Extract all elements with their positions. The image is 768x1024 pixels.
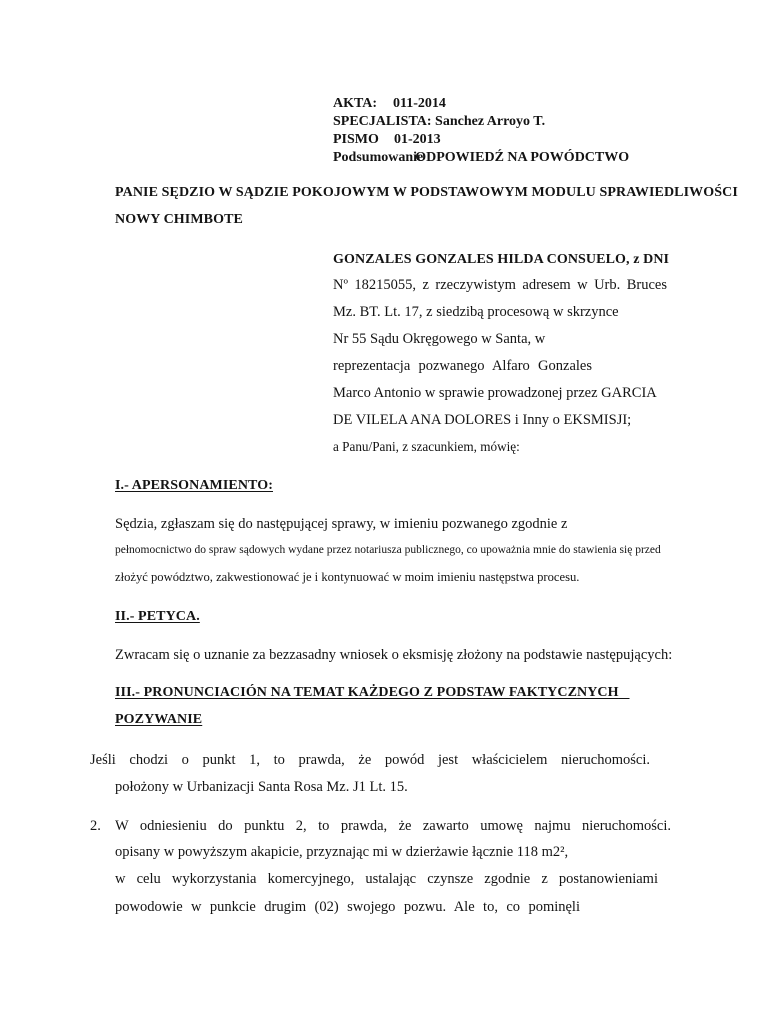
section-heading-facts-cont: POZYWANIE [115, 712, 203, 727]
party-name: GONZALES GONZALES HILDA CONSUELO, z DNI [333, 252, 670, 267]
section-heading-facts: III.- PRONUNCIACIÓN NA TEMAT KAŻDEGO Z PODSTAW FAKTYCZNYCH [115, 685, 619, 700]
party-detail-line: reprezentacja pozwanego Alfaro Gonzales [333, 358, 592, 374]
paragraph-line: pełnomocnictwo do spraw sądowych wydane przez notariusza publicznego, co upoważnia mnie do stawienia się przed [115, 544, 661, 556]
case-file-label: AKTA: [333, 96, 378, 111]
fact-item-line: opisany w powyższym akapicie, przyznając mi w dzierżawie łącznie 118 m2², [115, 844, 569, 860]
paragraph-line: Sędzia, zgłaszam się do następującej sprawy, w imieniu pozwanego zgodnie z [115, 516, 568, 532]
party-detail-line: Nº 18215055, z rzeczywistym adresem w Urb. Bruces [333, 277, 667, 293]
party-detail-line: Mz. BT. Lt. 17, z siedzibą procesową w skrzynce [333, 304, 619, 320]
party-detail-line: Marco Antonio w sprawie prowadzonej przez GARCIA [333, 385, 657, 401]
summary-label: Podsumowanie [333, 150, 424, 165]
document-number: 01-2013 [394, 132, 441, 147]
paragraph-line: Zwracam się o uznanie za bezzasadny wniosek o eksmisję złożony na podstawie następujących: [115, 647, 673, 663]
fact-item-line: położony w Urbanizacji Santa Rosa Mz. J1 Lt. 15. [115, 779, 408, 795]
summary-value: ODPOWIEDŹ NA POWÓDCTWO [415, 150, 630, 165]
party-greeting-line: a Panu/Pani, z szacunkiem, mówię: [333, 439, 520, 454]
list-marker: 2. [90, 818, 101, 834]
fact-item-line: w celu wykorzystania komercyjnego, ustalając czynsze zgodnie z postanowieniami [115, 871, 658, 887]
section-heading-appearance: I.- APERSONAMIENTO: [115, 478, 273, 493]
document-type-label: PISMO [333, 132, 379, 147]
paragraph-line: złożyć powództwo, zakwestionować je i kontynuować w moim imieniu następstwa procesu. [115, 570, 580, 584]
fact-item-line: powodowie w punkcie drugim (02) swojego pozwu. Ale to, co pominęli [115, 899, 580, 915]
court-city-line: NOWY CHIMBOTE [115, 212, 243, 227]
summary-line [333, 150, 629, 166]
fact-item-line: W odniesieniu do punktu 2, to prawda, że zawarto umowę najmu nieruchomości. [115, 818, 671, 834]
court-addressee-line: PANIE SĘDZIO W SĄDZIE POKOJOWYM W PODSTAWOWYM MODULU SPRAWIEDLIWOŚCI [115, 185, 738, 200]
case-file-number: 011-2014 [393, 96, 446, 111]
specialist-line: SPECJALISTA: Sanchez Arroyo T. [333, 114, 546, 129]
party-detail-line: DE VILELA ANA DOLORES i Inny o EKSMISJI; [333, 412, 632, 428]
section-heading-petition: II.- PETYCA. [115, 609, 200, 624]
party-detail-line: Nr 55 Sądu Okręgowego w Santa, w [333, 331, 546, 347]
fact-item-line: Jeśli chodzi o punkt 1, to prawda, że powód jest właścicielem nieruchomości. [90, 752, 650, 768]
